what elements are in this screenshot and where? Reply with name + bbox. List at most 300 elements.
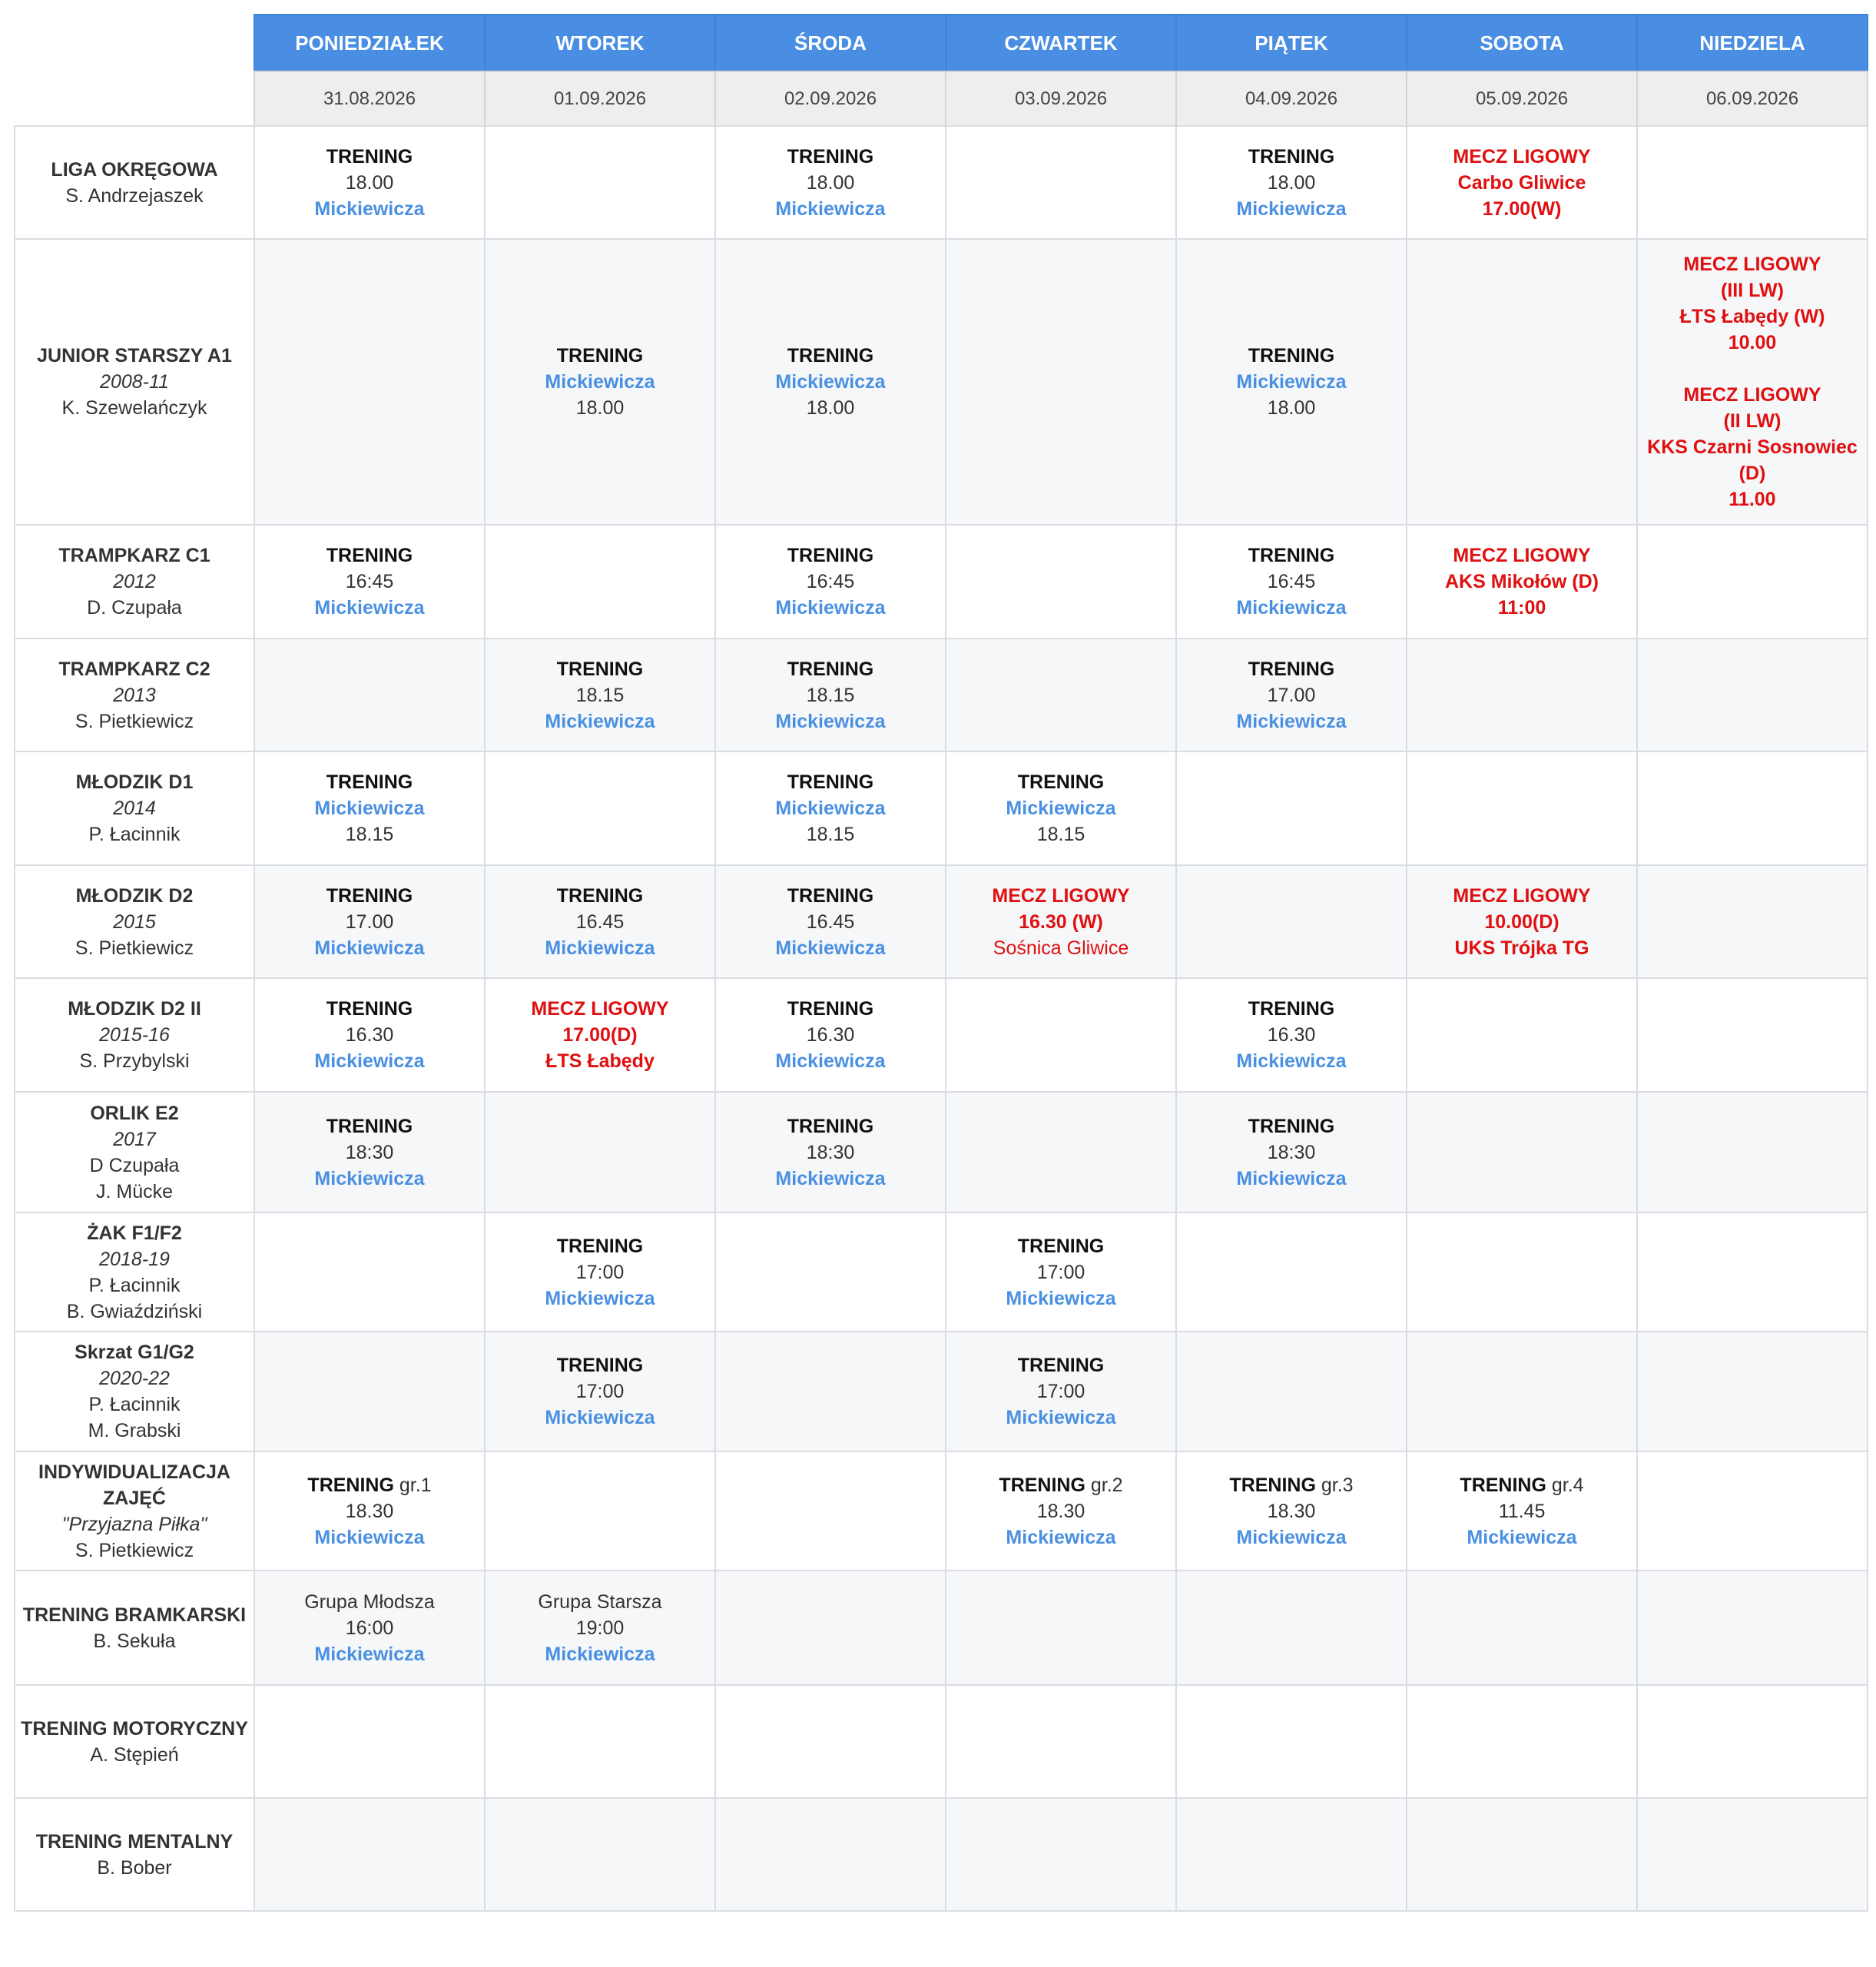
schedule-cell xyxy=(945,524,1177,639)
group-years: 2020-22 xyxy=(99,1368,170,1389)
schedule-cell xyxy=(1175,1797,1407,1912)
day-date-cell-2 xyxy=(714,71,946,127)
day-header-2 xyxy=(714,14,946,72)
event-title: TRENING xyxy=(787,145,874,168)
coach-name: D Czupała xyxy=(89,1154,180,1176)
group-name: TRENING MENTALNY xyxy=(35,1830,234,1853)
event-location: Mickiewicza xyxy=(314,1167,425,1189)
schedule-cell xyxy=(945,1797,1177,1912)
event-title: TRENING xyxy=(1248,1115,1335,1137)
schedule-cell xyxy=(484,1451,716,1571)
event-title: TRENING xyxy=(787,545,874,566)
day-header-5 xyxy=(1406,14,1638,72)
coach-name: P. Łacinnik xyxy=(88,824,181,845)
event-location: Mickiewicza xyxy=(1236,1167,1347,1189)
group-name: TRAMPKARZ C2 xyxy=(58,658,210,680)
schedule-cell xyxy=(1406,524,1638,639)
match-detail: 11.00 xyxy=(1729,489,1776,510)
event-title-line xyxy=(1460,1472,1583,1498)
day-name: PONIEDZIAŁEK xyxy=(295,32,444,55)
event-title-line xyxy=(787,343,874,369)
event-title: TRENING xyxy=(1017,1355,1105,1376)
event-title-line xyxy=(557,656,644,682)
event-time: 17.00 xyxy=(345,911,394,933)
event-title-line xyxy=(1248,656,1335,682)
group-label xyxy=(14,1451,255,1571)
event-time: 18.15 xyxy=(806,824,855,845)
event-time: 18:30 xyxy=(345,1141,394,1163)
group-name: TRENING MOTORYCZNY xyxy=(21,1717,248,1740)
event-title: TRENING xyxy=(787,998,874,1020)
group-name: JUNIOR STARSZY A1 xyxy=(37,345,232,367)
schedule-cell xyxy=(484,1570,716,1686)
coach-name: S. Pietkiewicz xyxy=(75,1539,194,1561)
schedule-cell xyxy=(1175,238,1407,526)
event-location: Mickiewicza xyxy=(1236,1050,1347,1072)
schedule-cell xyxy=(484,125,716,240)
schedule-cell xyxy=(1175,1570,1407,1686)
group-label xyxy=(14,1212,255,1332)
event-title-line xyxy=(1018,1352,1105,1378)
event-time: 18.00 xyxy=(806,171,855,194)
day-name: SOBOTA xyxy=(1480,32,1564,55)
schedule-cell xyxy=(254,125,486,240)
event-location: Mickiewicza xyxy=(545,371,655,393)
event-time: 11.45 xyxy=(1498,1500,1546,1522)
schedule-cell xyxy=(254,864,486,979)
event-title-line xyxy=(326,883,413,909)
match-detail: (II LW) xyxy=(1723,410,1782,432)
event-location: Mickiewicza xyxy=(1236,1526,1347,1548)
schedule-cell xyxy=(1636,751,1868,866)
schedule-cell xyxy=(254,1797,486,1912)
schedule-cell xyxy=(945,1684,1177,1799)
event-location: Mickiewicza xyxy=(314,798,425,819)
schedule-cell xyxy=(1175,864,1407,979)
match-detail: 10.00(D) xyxy=(1484,911,1559,933)
day-name: ŚRODA xyxy=(794,32,867,55)
event-title: TRENING xyxy=(1248,545,1335,566)
event-title-line xyxy=(1018,1233,1105,1259)
event-title-line xyxy=(787,542,874,569)
event-time: 18.00 xyxy=(575,397,625,419)
match-title: MECZ LIGOWY xyxy=(992,884,1130,907)
schedule-cell xyxy=(945,238,1177,526)
day-date: 01.09.2026 xyxy=(553,88,647,109)
match-detail: AKS Mikołów (D) xyxy=(1445,571,1599,592)
day-date-cell-1 xyxy=(484,71,716,127)
group-label xyxy=(14,1570,255,1686)
event-title: TRENING xyxy=(307,1474,394,1496)
schedule-cell xyxy=(1406,1331,1638,1452)
day-date-cell-5 xyxy=(1406,71,1638,127)
event-time: 18.00 xyxy=(1267,397,1316,419)
group-years: 2008-11 xyxy=(100,371,169,393)
schedule-cell xyxy=(1406,1091,1638,1213)
event-title-line xyxy=(787,656,874,682)
schedule-cell xyxy=(1175,977,1407,1093)
schedule-cell xyxy=(714,524,946,639)
schedule-cell xyxy=(484,1091,716,1213)
event-location: Mickiewicza xyxy=(775,710,886,732)
event-title: TRENING xyxy=(1248,345,1335,367)
event-location: Mickiewicza xyxy=(1006,1287,1116,1309)
coach-name: B. Gwiaździński xyxy=(66,1300,203,1322)
event-time: 18.30 xyxy=(1267,1500,1316,1522)
match-title: MECZ LIGOWY xyxy=(1683,254,1821,275)
event-time: Grupa Młodsza xyxy=(304,1591,435,1613)
schedule-cell xyxy=(1636,524,1868,639)
event-title-line xyxy=(326,144,413,170)
match-detail: (D) xyxy=(1738,463,1766,484)
event-time: 16:00 xyxy=(345,1617,394,1639)
schedule-cell xyxy=(945,1570,1177,1686)
event-time: 16:45 xyxy=(345,571,394,592)
event-location: Mickiewicza xyxy=(775,937,886,959)
schedule-cell xyxy=(254,751,486,866)
event-time: 16.30 xyxy=(345,1024,394,1046)
event-time: 18.00 xyxy=(806,397,855,419)
group-suffix: gr.4 xyxy=(1546,1474,1584,1496)
group-years: 2014 xyxy=(113,798,156,819)
schedule-cell xyxy=(484,751,716,866)
event-location: Mickiewicza xyxy=(545,1643,655,1665)
match-title: MECZ LIGOWY xyxy=(1683,384,1821,406)
schedule-cell xyxy=(714,751,946,866)
event-location: Mickiewicza xyxy=(545,710,655,732)
event-title: TRENING xyxy=(1017,771,1105,793)
match-detail: 10.00 xyxy=(1728,332,1777,353)
coach-name: K. Szewelańczyk xyxy=(61,397,207,419)
event-title: TRENING xyxy=(556,884,644,907)
event-time: 18.30 xyxy=(345,1500,394,1522)
schedule-cell xyxy=(1636,238,1868,526)
schedule-cell xyxy=(484,524,716,639)
match-detail: ŁTS Łabędy (W) xyxy=(1679,306,1825,327)
match-detail: 17.00(D) xyxy=(562,1024,638,1046)
event-title-line xyxy=(307,1472,431,1498)
event-location: Mickiewicza xyxy=(775,197,886,220)
event-title: TRENING xyxy=(999,1474,1085,1496)
event-location: Mickiewicza xyxy=(1236,597,1347,619)
match-detail: KKS Czarni Sosnowiec xyxy=(1647,436,1858,458)
event-title: TRENING xyxy=(326,998,413,1020)
match-detail: Carbo Gliwice xyxy=(1457,171,1586,194)
event-title: TRENING xyxy=(787,884,874,907)
schedule-cell xyxy=(714,638,946,752)
schedule-cell xyxy=(1636,864,1868,979)
group-name: MŁODZIK D2 II xyxy=(68,998,201,1020)
schedule-cell xyxy=(254,1570,486,1686)
event-time: 17:00 xyxy=(575,1261,625,1283)
group-years: 2015-16 xyxy=(99,1024,170,1046)
schedule-cell xyxy=(254,238,486,526)
schedule-cell xyxy=(484,1684,716,1799)
schedule-cell xyxy=(1636,1212,1868,1332)
schedule-cell xyxy=(1175,125,1407,240)
group-label xyxy=(14,638,255,752)
event-location: Mickiewicza xyxy=(1467,1526,1577,1548)
event-location: Mickiewicza xyxy=(1236,197,1347,220)
schedule-cell xyxy=(945,1091,1177,1213)
event-time: 18:30 xyxy=(806,1141,855,1163)
schedule-cell xyxy=(1406,1212,1638,1332)
event-title-line xyxy=(787,883,874,909)
event-location: Mickiewicza xyxy=(314,1526,425,1548)
schedule-cell xyxy=(1406,1797,1638,1912)
group-name: ORLIK E2 xyxy=(90,1102,179,1124)
schedule-cell xyxy=(945,638,1177,752)
schedule-cell xyxy=(714,1570,946,1686)
event-location: Mickiewicza xyxy=(314,197,425,220)
coach-name: S. Andrzejaszek xyxy=(65,184,204,207)
event-title: TRENING xyxy=(1248,145,1335,168)
day-date-cell-4 xyxy=(1175,71,1407,127)
group-years: 2015 xyxy=(113,911,156,933)
schedule-cell xyxy=(1175,1212,1407,1332)
event-location: Mickiewicza xyxy=(1006,798,1116,819)
schedule-cell xyxy=(714,1684,946,1799)
schedule-cell xyxy=(945,1212,1177,1332)
day-date: 05.09.2026 xyxy=(1475,88,1569,109)
schedule-cell xyxy=(714,1091,946,1213)
group-label xyxy=(14,1331,255,1452)
schedule-cell xyxy=(484,1212,716,1332)
group-name: MŁODZIK D1 xyxy=(75,771,194,793)
group-years: 2017 xyxy=(113,1128,156,1150)
schedule-cell xyxy=(1406,864,1638,979)
event-title: TRENING xyxy=(1248,658,1335,680)
event-title: TRENING xyxy=(326,1115,413,1137)
event-location: Mickiewicza xyxy=(314,937,425,959)
event-time: 18:30 xyxy=(1267,1141,1316,1163)
group-name: INDYWIDUALIZACJA ZAJĘĆ xyxy=(38,1461,230,1509)
event-time: 18.30 xyxy=(1036,1500,1085,1522)
event-title: TRENING xyxy=(556,345,644,367)
schedule-cell xyxy=(1406,638,1638,752)
group-label xyxy=(14,864,255,979)
day-header-0 xyxy=(254,14,486,72)
match-detail: 16.30 (W) xyxy=(1019,911,1103,933)
event-title-line xyxy=(1018,769,1105,795)
schedule-cell xyxy=(945,864,1177,979)
event-time: 16.30 xyxy=(806,1024,855,1046)
coach-name: S. Pietkiewicz xyxy=(75,710,194,732)
event-time: 16:45 xyxy=(1267,571,1316,592)
coach-name: P. Łacinnik xyxy=(88,1394,181,1415)
group-years: 2013 xyxy=(113,684,156,706)
schedule-cell xyxy=(1175,1684,1407,1799)
match-title: MECZ LIGOWY xyxy=(1453,884,1591,907)
schedule-cell xyxy=(945,125,1177,240)
event-title: TRENING xyxy=(1248,998,1335,1020)
day-date: 31.08.2026 xyxy=(323,88,416,109)
schedule-cell xyxy=(1636,1570,1868,1686)
match-opponent: Sośnica Gliwice xyxy=(993,937,1129,959)
schedule-cell xyxy=(1406,1451,1638,1571)
schedule-cell xyxy=(1175,1331,1407,1452)
schedule-cell xyxy=(1406,238,1638,526)
event-time: 16.45 xyxy=(806,911,855,933)
schedule-cell xyxy=(254,1451,486,1571)
day-date: 04.09.2026 xyxy=(1245,88,1338,109)
group-label xyxy=(14,977,255,1093)
match-title: MECZ LIGOWY xyxy=(1453,145,1591,168)
event-location: Mickiewicza xyxy=(775,597,886,619)
event-time: 18.00 xyxy=(1267,171,1316,194)
day-date-cell-3 xyxy=(945,71,1177,127)
event-title: TRENING xyxy=(326,145,413,168)
event-title-line xyxy=(557,343,644,369)
schedule-cell xyxy=(1175,638,1407,752)
event-time: 19:00 xyxy=(575,1617,625,1639)
schedule-cell xyxy=(945,1451,1177,1571)
group-label xyxy=(14,751,255,866)
schedule-cell xyxy=(714,864,946,979)
schedule-cell xyxy=(714,125,946,240)
schedule-cell xyxy=(1636,1451,1868,1571)
event-title-line xyxy=(1248,144,1335,170)
event-location: Mickiewicza xyxy=(545,937,655,959)
event-location: Mickiewicza xyxy=(1236,371,1347,393)
schedule-cell xyxy=(484,864,716,979)
match-title: MECZ LIGOWY xyxy=(531,998,669,1020)
event-title-line xyxy=(557,883,644,909)
event-location: Mickiewicza xyxy=(1236,710,1347,732)
event-time: 17:00 xyxy=(1036,1261,1085,1283)
event-title-line xyxy=(1248,343,1335,369)
event-title-line xyxy=(787,144,874,170)
coach-name: S. Pietkiewicz xyxy=(75,937,194,959)
day-name: PIĄTEK xyxy=(1255,32,1328,55)
group-label xyxy=(14,524,255,639)
day-name: CZWARTEK xyxy=(1004,32,1118,55)
match-detail: UKS Trójka TG xyxy=(1454,937,1589,959)
schedule-cell xyxy=(484,638,716,752)
event-title-line xyxy=(557,1233,644,1259)
event-title: TRENING xyxy=(1460,1474,1546,1496)
day-date: 06.09.2026 xyxy=(1705,88,1799,109)
day-header-1 xyxy=(484,14,716,72)
event-title-line xyxy=(326,542,413,569)
schedule-cell xyxy=(254,1091,486,1213)
schedule-cell xyxy=(254,638,486,752)
schedule-cell xyxy=(1175,751,1407,866)
group-label xyxy=(14,1797,255,1912)
event-title: TRENING xyxy=(787,1115,874,1137)
event-title: TRENING xyxy=(556,1355,644,1376)
event-title: TRENING xyxy=(1017,1235,1105,1257)
schedule-cell xyxy=(1636,125,1868,240)
event-time: 18.15 xyxy=(345,824,394,845)
group-name: Skrzat G1/G2 xyxy=(75,1342,194,1363)
event-time: Grupa Starsza xyxy=(538,1591,662,1613)
event-title: TRENING xyxy=(787,658,874,680)
coach-name: J. Mücke xyxy=(95,1180,174,1202)
event-location: Mickiewicza xyxy=(775,371,886,393)
event-time: 16:45 xyxy=(806,571,855,592)
day-name: WTOREK xyxy=(555,32,645,55)
group-name: ŻAK F1/F2 xyxy=(87,1222,182,1244)
event-location: Mickiewicza xyxy=(1006,1407,1116,1428)
match-detail: (III LW) xyxy=(1721,280,1784,301)
coach-name: P. Łacinnik xyxy=(88,1274,181,1296)
group-suffix: gr.2 xyxy=(1085,1474,1123,1496)
event-title-line xyxy=(557,1352,644,1378)
group-label xyxy=(14,238,255,526)
group-suffix: gr.3 xyxy=(1315,1474,1354,1496)
group-label xyxy=(14,1684,255,1799)
schedule-cell xyxy=(1636,1684,1868,1799)
day-header-3 xyxy=(945,14,1177,72)
coach-name: B. Sekuła xyxy=(93,1630,176,1652)
schedule-cell xyxy=(254,1212,486,1332)
event-location: Mickiewicza xyxy=(314,1050,425,1072)
schedule-cell xyxy=(1636,1091,1868,1213)
coach-name: S. Przybylski xyxy=(79,1050,190,1072)
schedule-cell xyxy=(1636,1797,1868,1912)
day-date-cell-6 xyxy=(1636,71,1868,127)
schedule-cell xyxy=(714,238,946,526)
schedule-cell xyxy=(714,1212,946,1332)
event-title: TRENING xyxy=(326,771,413,793)
event-location: Mickiewicza xyxy=(314,597,425,619)
day-date-cell-0 xyxy=(254,71,486,127)
schedule-cell xyxy=(714,1451,946,1571)
event-time: 18.15 xyxy=(806,684,855,706)
coach-name: D. Czupała xyxy=(87,597,182,619)
match-title: MECZ LIGOWY xyxy=(1453,545,1591,566)
event-title: TRENING xyxy=(556,1235,644,1257)
group-name: MŁODZIK D2 xyxy=(75,884,194,907)
schedule-cell xyxy=(945,1331,1177,1452)
day-header-4 xyxy=(1175,14,1407,72)
event-title-line xyxy=(326,996,413,1022)
event-time: 17.00 xyxy=(1267,684,1316,706)
event-time: 16.45 xyxy=(575,911,625,933)
event-title-line xyxy=(1229,1472,1353,1498)
group-years: 2018-19 xyxy=(99,1248,170,1270)
event-time: 16.30 xyxy=(1267,1024,1316,1046)
schedule-cell xyxy=(484,1797,716,1912)
coach-name: B. Bober xyxy=(97,1856,172,1879)
schedule-cell xyxy=(714,1331,946,1452)
group-label xyxy=(14,1091,255,1213)
event-title-line xyxy=(787,996,874,1022)
day-header-6 xyxy=(1636,14,1868,72)
event-location: Mickiewicza xyxy=(775,1050,886,1072)
event-location: Mickiewicza xyxy=(775,798,886,819)
schedule-cell xyxy=(1636,638,1868,752)
event-title-line xyxy=(1248,1113,1335,1139)
schedule-cell xyxy=(945,977,1177,1093)
match-detail: 17.00(W) xyxy=(1482,197,1562,220)
schedule-cell xyxy=(1636,977,1868,1093)
schedule-cell xyxy=(484,1331,716,1452)
event-title-line xyxy=(787,1113,874,1139)
group-name: TRAMPKARZ C1 xyxy=(58,545,210,566)
group-name: TRENING BRAMKARSKI xyxy=(22,1604,247,1626)
event-location: Mickiewicza xyxy=(314,1643,425,1665)
schedule-cell xyxy=(945,751,1177,866)
event-time: 17:00 xyxy=(1036,1381,1085,1402)
event-title-line xyxy=(326,769,413,795)
coach-name: M. Grabski xyxy=(88,1420,181,1441)
schedule-cell xyxy=(714,977,946,1093)
event-location: Mickiewicza xyxy=(1006,1526,1116,1548)
event-title-line xyxy=(787,769,874,795)
event-time: 18.00 xyxy=(345,171,394,194)
